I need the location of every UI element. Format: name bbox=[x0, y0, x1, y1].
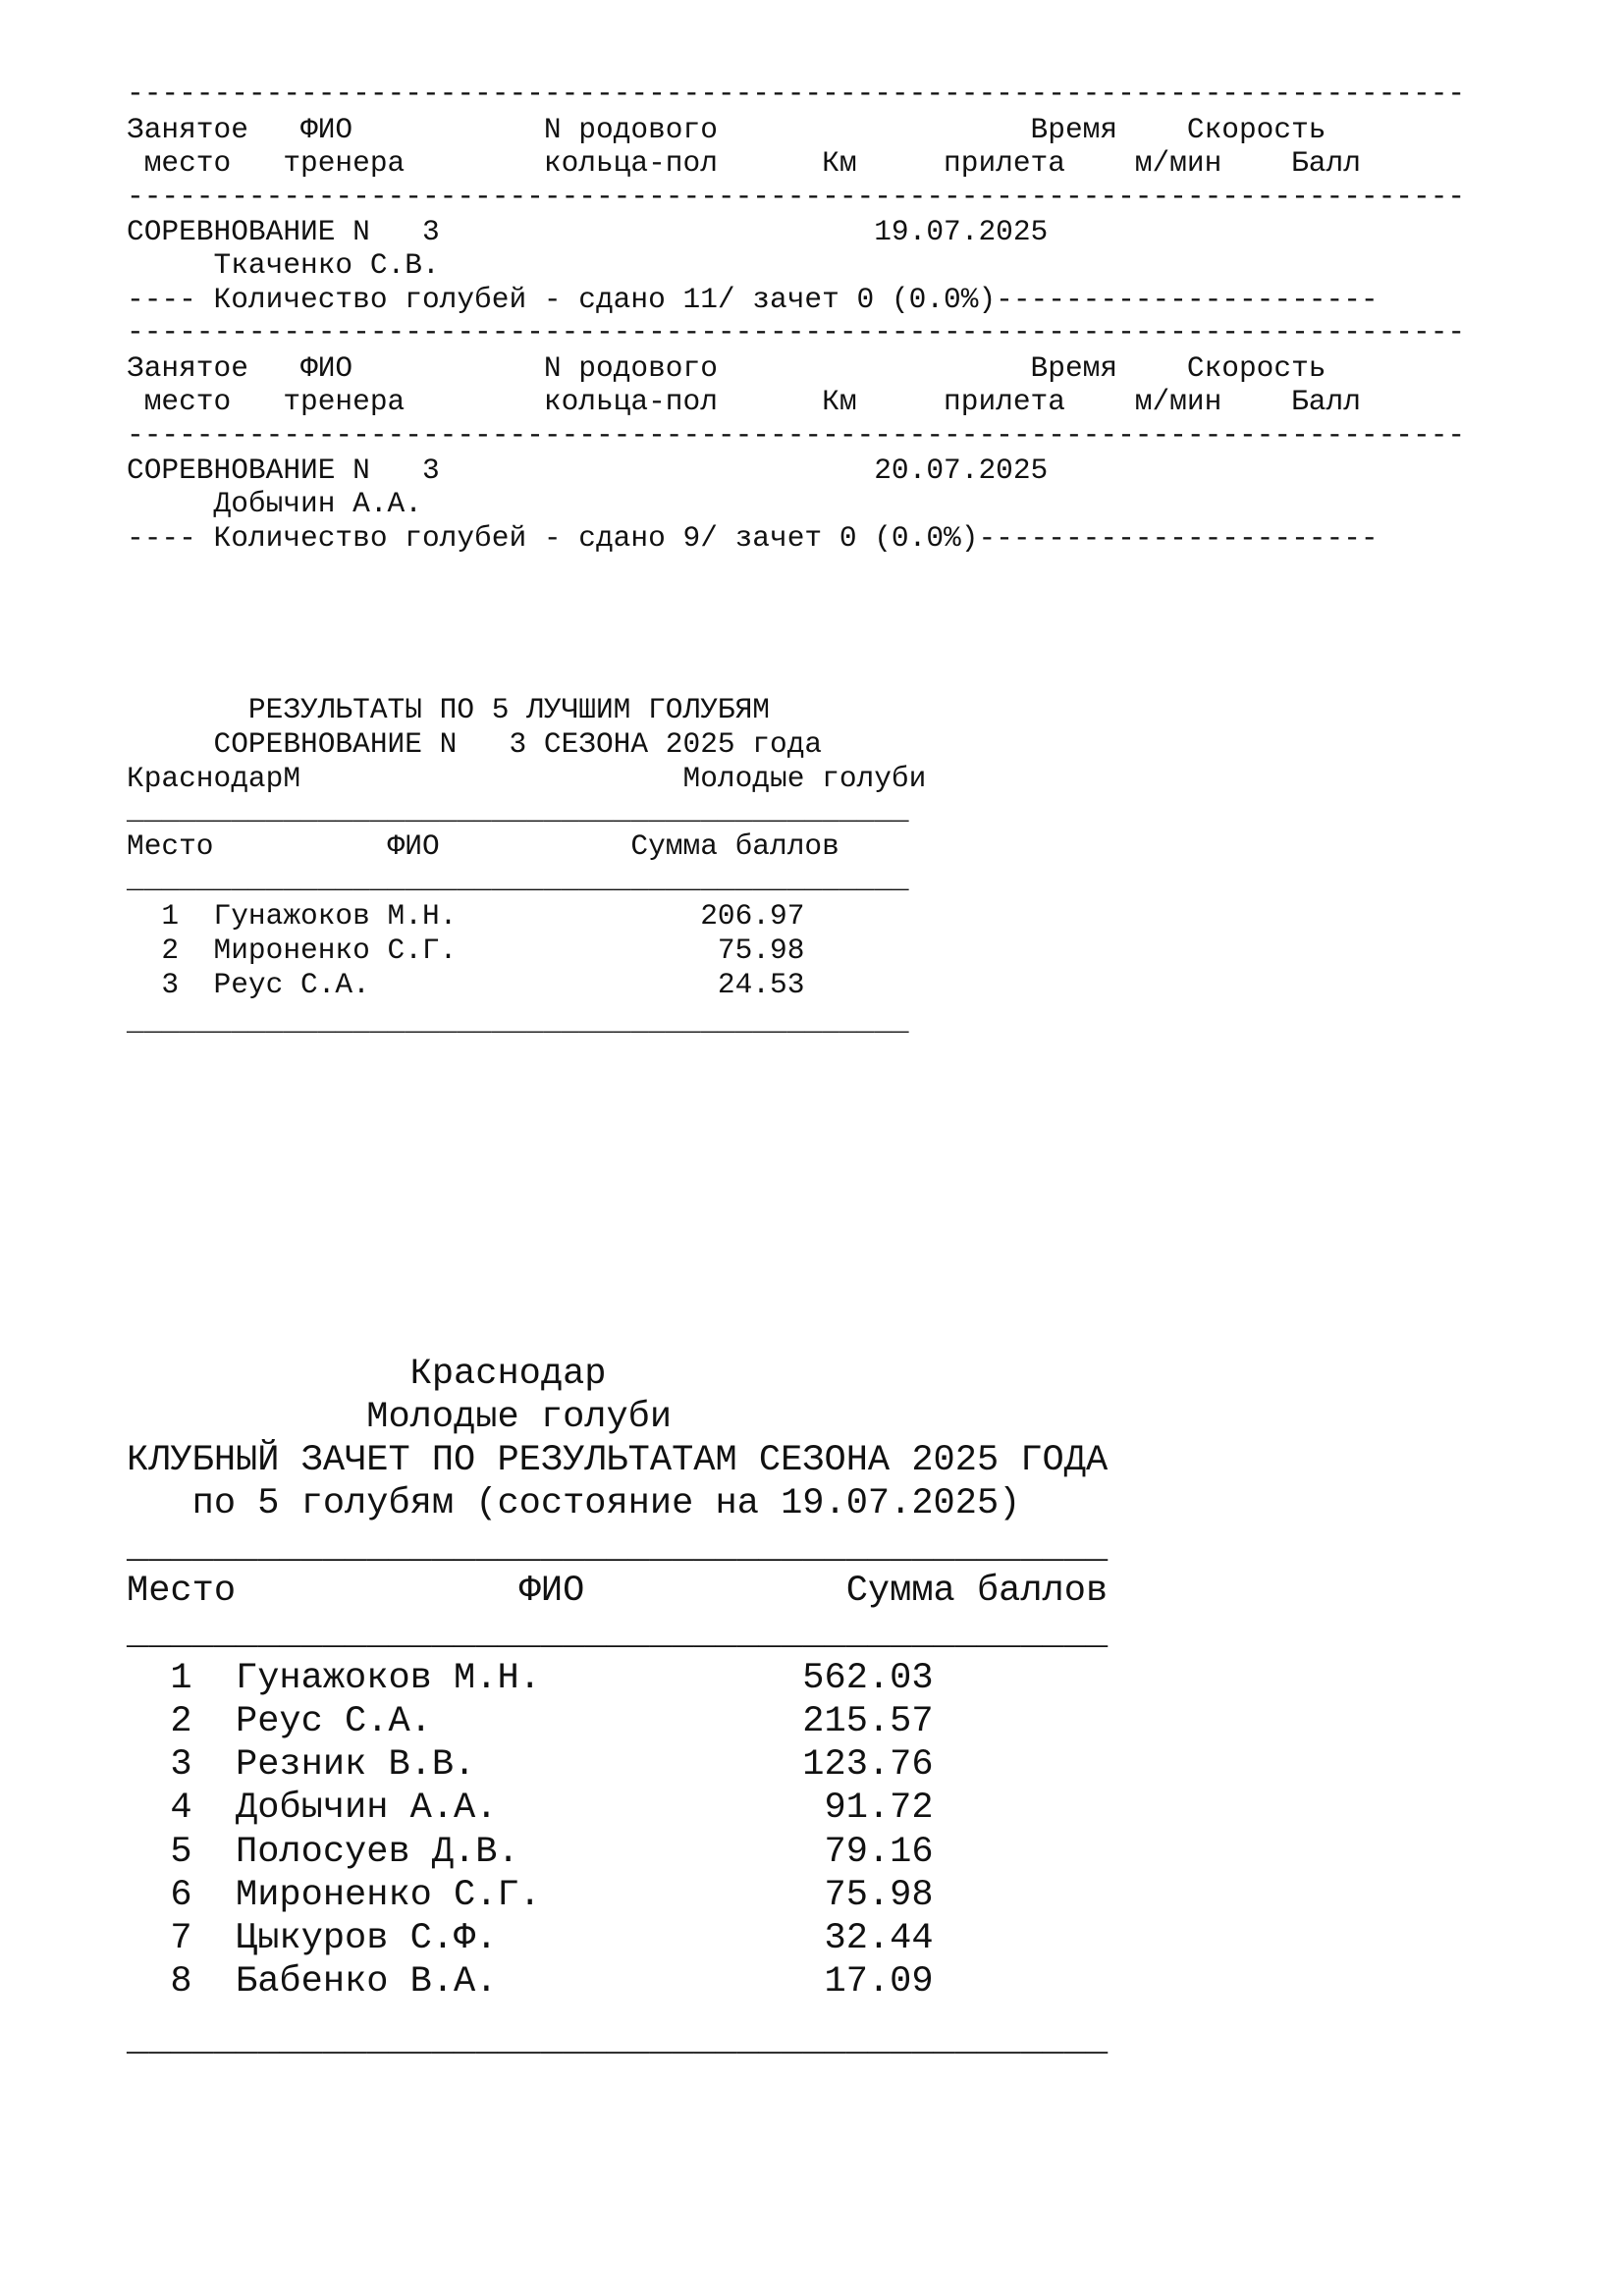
top5-row: 2 Мироненко С.Г. 75.98 bbox=[127, 934, 805, 967]
top5-rule: _____________________________________________ bbox=[127, 794, 909, 828]
club-row: 8 Бабенко В.А. 17.09 bbox=[127, 1961, 934, 2002]
club-category-title: Молодые голуби bbox=[127, 1397, 673, 1438]
competition-line: СОРЕВНОВАНИЕ N 3 19.07.2025 bbox=[127, 215, 1049, 248]
trainer-name: Ткаченко С.В. bbox=[127, 248, 440, 282]
column-header-line-2: место тренера кольца-пол Км прилета м/мин Балл bbox=[127, 385, 1361, 418]
club-row: 4 Добычин А.А. 91.72 bbox=[127, 1788, 934, 1829]
pigeon-count-line: ---- Количество голубей - сдано 11/ зачет 0 (0.0%)---------------------- bbox=[127, 283, 1379, 316]
club-row: 3 Резник В.В. 123.76 bbox=[127, 1744, 934, 1786]
club-city-title: Краснодар bbox=[127, 1354, 607, 1395]
header-rule-top: ----------------------------------------------------------------------------- bbox=[127, 77, 1466, 110]
club-rule: _____________________________________________ bbox=[127, 1614, 1109, 1655]
club-row: 1 Гунажоков М.Н. 562.03 bbox=[127, 1658, 934, 1699]
header-rule-top: ----------------------------------------------------------------------------- bbox=[127, 315, 1466, 348]
club-rule: _____________________________________________ bbox=[127, 1527, 1109, 1569]
top5-rule: _____________________________________________ bbox=[127, 1005, 909, 1039]
club-table-header: Место ФИО Сумма баллов bbox=[127, 1571, 1109, 1612]
top5-subtitle: СОРЕВНОВАНИЕ N 3 СЕЗОНА 2025 года bbox=[127, 727, 823, 761]
top5-rule: _____________________________________________ bbox=[127, 863, 909, 896]
column-header-line-2: место тренера кольца-пол Км прилета м/мин Балл bbox=[127, 146, 1361, 180]
club-row: 7 Цыкуров С.Ф. 32.44 bbox=[127, 1918, 934, 1959]
column-header-line-1: Занятое ФИО N родового Время Скорость bbox=[127, 113, 1326, 146]
club-standings-title: КЛУБНЫЙ ЗАЧЕТ ПО РЕЗУЛЬТАТАМ СЕЗОНА 2025 ГОДА bbox=[127, 1440, 1109, 1481]
top5-region-line: КраснодарМ Молодые голуби bbox=[127, 762, 927, 795]
pigeon-count-line: ---- Количество голубей - сдано 9/ зачет 0 (0.0%)----------------------- bbox=[127, 521, 1379, 555]
trainer-name: Добычин А.А. bbox=[127, 487, 422, 520]
header-rule-bottom: ----------------------------------------------------------------------------- bbox=[127, 180, 1466, 213]
top5-row: 1 Гунажоков М.Н. 206.97 bbox=[127, 899, 805, 933]
club-row: 5 Полосуев Д.В. 79.16 bbox=[127, 1832, 934, 1873]
column-header-line-1: Занятое ФИО N родового Время Скорость bbox=[127, 351, 1326, 385]
competition-line: СОРЕВНОВАНИЕ N 3 20.07.2025 bbox=[127, 454, 1049, 487]
top5-title: РЕЗУЛЬТАТЫ ПО 5 ЛУЧШИМ ГОЛУБЯМ bbox=[127, 693, 771, 726]
club-standings-subtitle: по 5 голубям (состояние на 19.07.2025) bbox=[127, 1483, 1021, 1524]
club-row: 6 Мироненко С.Г. 75.98 bbox=[127, 1875, 934, 1916]
top5-row: 3 Реус С.А. 24.53 bbox=[127, 968, 805, 1001]
header-rule-bottom: ----------------------------------------------------------------------------- bbox=[127, 418, 1466, 452]
club-row: 2 Реус С.А. 215.57 bbox=[127, 1701, 934, 1742]
club-rule: _____________________________________________ bbox=[127, 2020, 1109, 2061]
top5-table-header: Место ФИО Сумма баллов bbox=[127, 829, 839, 863]
